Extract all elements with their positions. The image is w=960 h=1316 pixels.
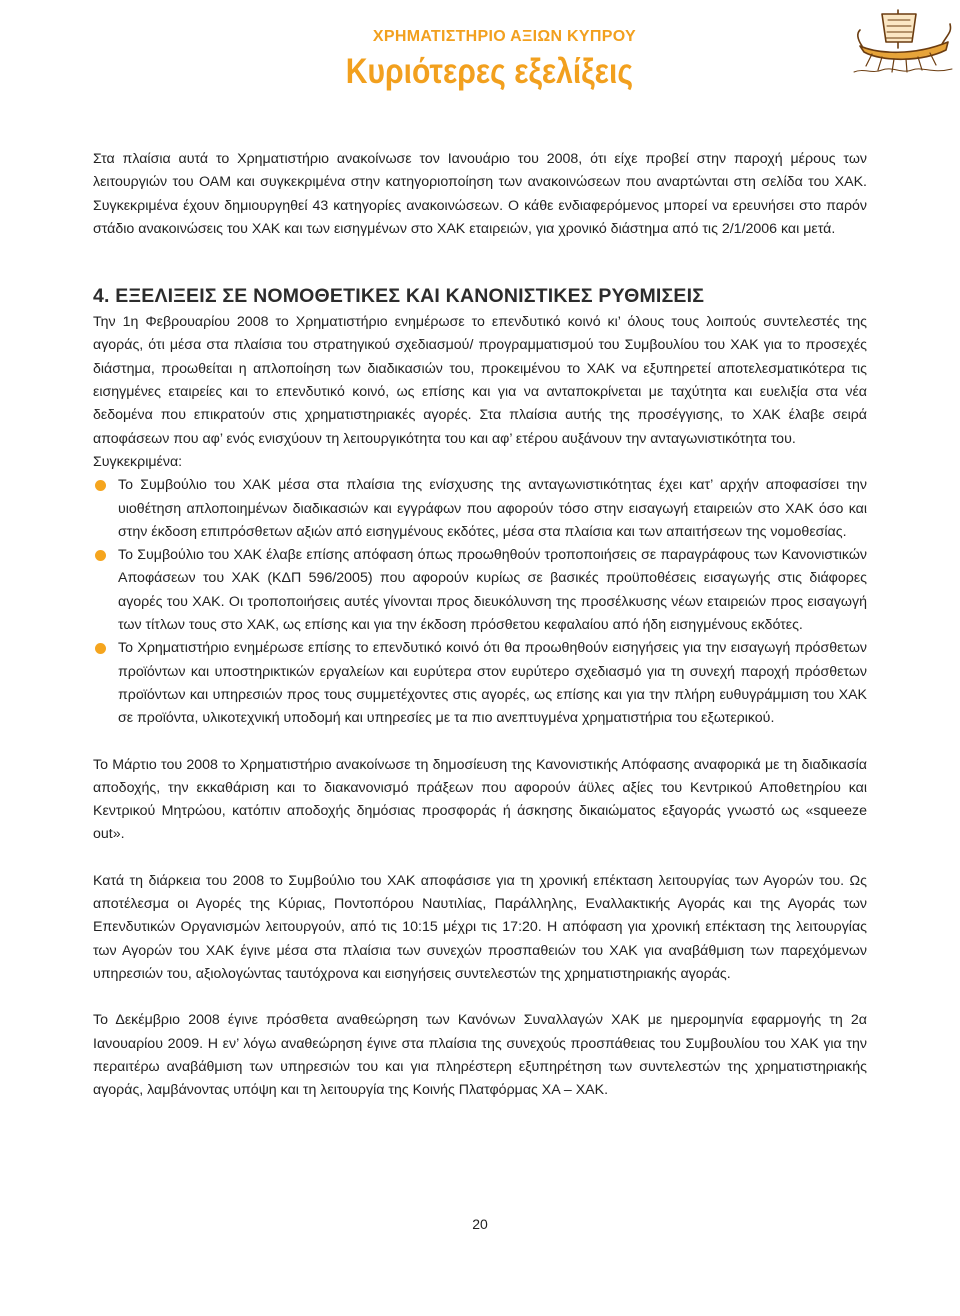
trading-hours-paragraph: Κατά τη διάρκεια του 2008 το Συμβούλιο του ΧΑΚ αποφάσισε για τη χρονική επέκταση λειτουργίας των Αγορών του. Ως αποτέλεσμα οι Αγορές της Κύριας, Ποντοπόρου Ναυτιλίας, Παράλληλης, Εναλλακτικής Αγοράς και της Αγοράς των Επενδυτικών Οργανισμών λειτουργούν, από τις 10:15 μέχρι τις 17:20. Η απόφαση για χρονική επέκταση της λειτουργίας των Αγορών του ΧΑΚ έγινε μέσα στα πλαίσια των συνεχών προσπαθειών του ΧΑΚ για αναβάθμιση των παρεχόμενων υπηρεσιών του, αξιολογώντας ταυτόχρονα και εισηγήσεις συντελεστών της χρηματιστηριακής αγοράς.: [93, 872, 867, 982]
bullet-dot-icon: [95, 550, 106, 561]
page-number: 20: [472, 1216, 488, 1232]
section-heading: 4. ΕΞΕΛΙΞΕΙΣ ΣΕ ΝΟΜΟΘΕΤΙΚΕΣ ΚΑΙ ΚΑΝΟΝΙΣΤΙΚΕΣ ΡΥΘΜΙΣΕΙΣ: [93, 285, 705, 308]
bullet-list: [93, 474, 867, 730]
list-item: [93, 544, 867, 637]
december-paragraph: Το Δεκέμβριο 2008 έγινε πρόσθετα αναθεώρηση των Κανόνων Συναλλαγών ΧΑΚ με ημερομηνία εφαρμογής τη 2α Ιανουαρίου 2009. Η εν’ λόγω αναθεώρηση έγινε στα πλαίσια της συνεχούς προσπάθειας του Συμβουλίου του ΧΑΚ για την περαιτέρω αναβάθμιση των υπηρεσιών του και για πληρέστερη εξυπηρέτηση των συντελεστών της χρηματιστηριακής αγοράς, λαμβάνοντας υπόψη και τη λειτουργία της Κοινής Πλατφόρμας ΧΑ – ΧΑΚ.: [93, 1012, 867, 1099]
list-item-text: Το Συμβούλιο του ΧΑΚ έλαβε επίσης απόφαση όπως προωθηθούν τροποποιήσεις σε παραγράφους των Κανονιστικών Αποφάσεων του ΧΑΚ (ΚΔΠ 596/2005) που αφορούν κυρίως σε βασικές προϋποθέσεις εισαγωγής στις διάφορες αγορές του ΧΑΚ. Οι τροποποιήσεις αυτές γίνονται προς διευκόλυνση της προσέλκυσης νέων εταιρειών προς εισαγωγή των τίτλων τους στο ΧΑΚ, ως επίσης και για την έκδοση πρόσθετου κεφαλαίου από ήδη εισηγμένους εκδότες.: [118, 547, 867, 634]
list-item-text: Το Χρηματιστήριο ενημέρωσε επίσης το επενδυτικό κοινό ότι θα προωθηθούν εισηγήσεις για την εισαγωγή πρόσθετων προϊόντων και υποστηρικτικών εργαλείων και ευρύτερα στον ευρύτερο σχεδιασμό για τη συνεχή παροχή πρόσθετων προϊόντων και υπηρεσιών προς τους συμμετέχοντες στις αγορές, ως επίσης και για την πλήρη ευθυγράμμιση του ΧΑΚ σε προϊόντα, υλικοτεχνική υποδομή και υπηρεσίες με τα πιο ανεπτυγμένα χρηματιστήρια του εξωτερικού.: [118, 640, 867, 727]
list-item: [93, 474, 867, 544]
section-paragraph: Την 1η Φεβρουαρίου 2008 το Χρηματιστήριο ενημέρωσε το επενδυτικό κοινό κι’ όλους τους λοιπούς συντελεστές της αγοράς, ότι μέσα στα πλαίσια του στρατηγικού σχεδιασμού/ προγραμματισμού του Συμβουλίου του ΧΑΚ για το προσεχές διάστημα, προωθείται η απλοποίηση των διαδικασιών του, προκειμένου το ΧΑΚ να εξυπηρετεί αποτελεσματικότερα τις εισηγμένες εταιρείες και το επενδυτικό κοινό, ως επίσης και για να ανταποκρίνεται με ταχύτητα και ευελιξία στα νέα δεδομένα που επικρατούν στις χρηματιστηριακές αγορές. Στα πλαίσια αυτής της προσέγγισης, το ΧΑΚ έλαβε σειρά αποφάσεων που αφ’ ενός ενισχύουν τη λειτουργικότητα του και αφ’ ετέρου αυξάνουν την ανταγωνιστικότητα του.: [93, 314, 867, 447]
document-body: [93, 148, 867, 1102]
list-item-text: Το Συμβούλιο του ΧΑΚ μέσα στα πλαίσια της ενίσχυσης της ανταγωνιστικότητας έχει κατ’ αρχήν αποφασίσει την υιοθέτηση απλοποιημένων διαδικασιών και εγγράφων που αφορούν τόσο στην εισαγωγή εταιρειών στο ΧΑΚ όσο και στην έκδοση επιπρόσθετων αξιών από εισηγμένους εκδότες, μέσα στα πλαίσια και των απαιτήσεων της νομοθεσίας.: [118, 477, 867, 540]
bullet-dot-icon: [95, 480, 106, 491]
march-paragraph: Το Μάρτιο του 2008 το Χρηματιστήριο ανακοίνωσε τη δημοσίευση της Κανονιστικής Απόφασης αναφορικά με τη διαδικασία αποδοχής, την εκκαθάριση και το διακανονισμό πράξεων που αφορούν άϋλες αξίες του Κεντρικού Αποθετηρίου και Κεντρικού Μητρώου, κατόπιν αποδοχής δημόσιας προσφοράς ή άσκησης δικαιώματος εξαγοράς γνωστό ως «squeeze out».: [93, 756, 867, 843]
specifically-label: Συγκεκριμένα:: [93, 453, 183, 470]
intro-paragraph: Στα πλαίσια αυτά το Χρηματιστήριο ανακοίνωσε τον Ιανουάριο του 2008, ότι είχε προβεί στην παροχή μέρους των λειτουργιών του ΟΑΜ και συγκεκριμένα στην κατηγοριοποίηση των ανακοινώσεων που αναρτώνται στη σελίδα του ΧΑΚ. Συγκεκριμένα έχουν δημιουργηθεί 43 κατηγορίες ανακοινώσεων. Ο κάθε ενδιαφερόμενος μπορεί να ερευνήσει στο παρόν στάδιο ανακοινώσεις του ΧΑΚ και των εισηγμένων στο ΧΑΚ εταιρειών, για χρονικό διάστημα από τις 2/1/2006 και μετά.: [93, 151, 867, 237]
ship-logo-icon: [852, 2, 956, 74]
bullet-dot-icon: [95, 643, 106, 654]
page-title: Κυριότερες εξελίξεις: [345, 52, 633, 91]
list-item: [93, 637, 867, 730]
organization-name: ΧΡΗΜΑΤΙΣΤΗΡΙΟ ΑΞΙΩΝ ΚΥΠΡΟΥ: [372, 28, 636, 45]
